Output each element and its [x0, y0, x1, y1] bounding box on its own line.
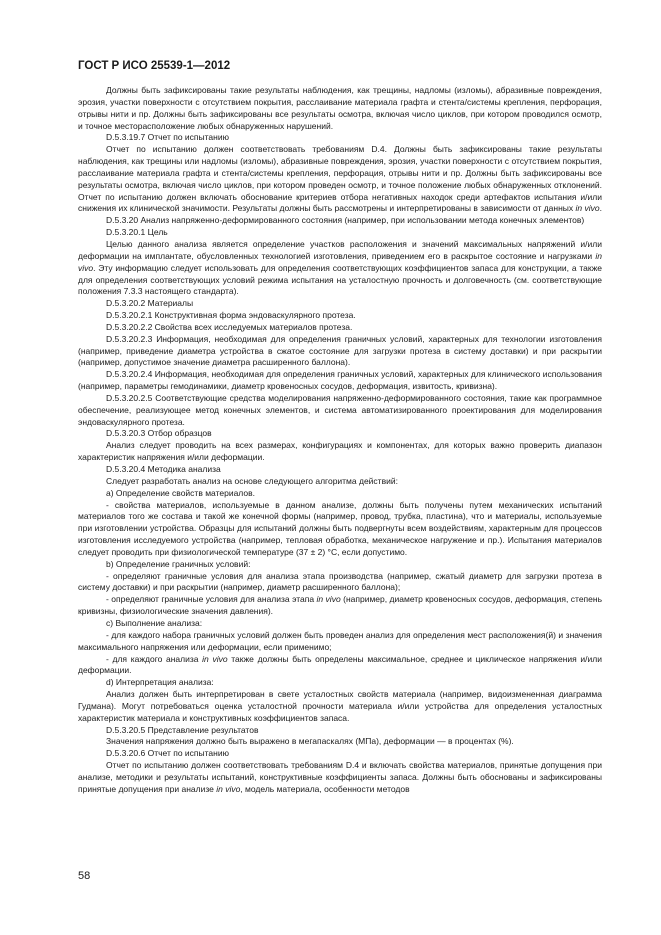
paragraph: D.5.3.20.2.4 Информация, необходимая для определения граничных условий, характерных для клинического использования (например, параметры гемодинамики, диаметр кровеносных сосудов, деформация, извитость, кривизна).	[78, 369, 602, 392]
section-heading: D.5.3.20.2 Материалы	[106, 298, 194, 309]
paragraph: Отчет по испытанию должен соответствовать требованиям D.4. Должны быть зафиксированы такие результаты наблюдения, как трещины или надломы (изломы), абразивные повреждения, эрозия, участки поверхности с отсутствием покрытия, расслаивание материала графта и стента/системы крепления, перфорация, отрывы нити и пр. Должны быть зафиксированы все результаты осмотра, включая число циклов, при котором проведен осмотр, и точное положение любых обнаруженных отклонений. Отчет по испытанию должен включать обоснование критериев отбора негативных находок среди артефактов испытания и/или снижения их клинической значимости. Результаты должны быть рассмотрены и интерпретированы в зависимости от данных in vivo.	[78, 144, 602, 214]
paragraph: Анализ должен быть интерпретирован в свете усталостных свойств материала (например, видоизмененная диаграмма Гудмана). Могут потребоваться оценка усталостной прочности материала и/или устройства для определения усталостных характеристик материала и конструктивных коэффициентов запаса.	[78, 689, 602, 723]
section-heading: D.5.3.20.3 Отбор образцов	[106, 428, 212, 439]
paragraph: D.5.3.20.2.5 Соответствующие средства моделирования напряженно-деформированного состояния, такие как программное обеспечение, реализующее метод конечных элементов, и система автоматизированного проектирования для моделирования эндоваскулярного протеза.	[78, 392, 602, 427]
list-item: - определяют граничные условия для анализа этапа in vivo (например, диаметр кровеносных сосудов, деформация, степень кривизны, физиологические значения давления).	[78, 594, 603, 617]
paragraph: Должны быть зафиксированы такие результаты наблюдения, как трещины, надломы (изломы), абразивные повреждения, эрозия, участки поверхности с отсутствием покрытия, расслаивание материала графта и стента/системы крепления, перфорация, отрывы нити и пр. Должны быть зафиксированы все результаты осмотра, включая число циклов, при котором проводился осмотр, и точное месторасположение любых обнаруженных нарушений.	[78, 85, 602, 131]
section-heading: D.5.3.20.4 Методика анализа	[106, 464, 221, 474]
paragraph: D.5.3.20.2.1 Конструктивная форма эндоваскулярного протеза.	[106, 310, 356, 321]
paragraph: Значения напряжения должно быть выражено в мегапаскалях (МПа), деформации — в процентах (%).	[106, 736, 514, 747]
section-heading: D.5.3.20.5 Представление результатов	[106, 724, 259, 735]
paragraph: Анализ следует проводить на всех размерах, конфигурациях и компонентах, для которых важно проверить диапазон характеристик напряжения и/или деформации.	[78, 440, 602, 463]
list-item: - свойства материалов, используемые в данном анализе, должны быть получены путем механических испытаний материалов того же состава и такой же конечной формы (например, провод, трубка, пластина), что и материалы, используемые при изготовлении устройства. Образцы для испытаний должны быть подвергнуты всем воздействиям, характерным для процессов изготовления исследуемого устройства (например, тепловая обработка, механическое нагружение и пр.). Испытания материалов следует проводить при физиологической температуре (37 ± 2) °С, если допустимо.	[78, 499, 602, 557]
list-item: b) Определение граничных условий:	[106, 558, 251, 569]
document-header: ГОСТ Р ИСО 25539-1—2012	[78, 60, 231, 72]
section-heading: D.5.3.20.6 Отчет по испытанию	[106, 748, 229, 759]
body-text	[78, 85, 602, 796]
paragraph: D.5.3.20.2.3 Информация, необходимая для определения граничных условий, характерных для технологии изготовления (например, приведение диаметра устройства в сжатое состояние для загрузки протеза в систему доставки) и при раскрытии (например, допустимое значение диаметра расширенного баллона).	[78, 333, 602, 368]
section-heading: D.5.3.20.1 Цель	[106, 227, 168, 238]
paragraph: Отчет по испытанию должен соответствовать требованиям D.4 и включать свойства материалов, принятые допущения при анализе, методики и результаты испытаний, конструктивные коэффициенты запаса. Должны быть обоснованы и зафиксированы принятые допущения при анализе in vivo, модель материала, особенности методов	[78, 760, 602, 794]
page-number: 58	[78, 870, 91, 882]
paragraph: Следует разработать анализ на основе следующего алгоритма действий:	[106, 475, 398, 486]
section-heading: D.5.3.20 Анализ напряженно-деформированного состояния (например, при использовании метода конечных элементов)	[106, 215, 585, 226]
paragraph: D.5.3.20.2.2 Свойства всех исследуемых материалов протеза.	[106, 321, 353, 332]
list-item: d) Интерпретация анализа:	[106, 677, 214, 688]
paragraph: Целью данного анализа является определение участков расположения и значений максимальных напряжений и/или деформации на имплантате, обусловленных технологией изготовления, приведением его в раскрытое состояние и нагрузками in vivo. Эту информацию следует использовать для определения соответствующих коэффициентов запаса для конструкции, а также для определения соответствующих условий режима испытания на усталостную прочность и долговечность (см. соответствующие положения 7.3.3 настоящего стандарта).	[78, 238, 602, 297]
list-item: - для каждого набора граничных условий должен быть проведен анализ для определения мест расположения(й) и значения максимального напряжения или деформации, если применимо;	[78, 629, 602, 652]
list-item: c) Выполнение анализа:	[106, 617, 203, 628]
list-item: a) Определение свойств материалов.	[106, 487, 255, 498]
section-heading: D.5.3.19.7 Отчет по испытанию	[106, 132, 229, 143]
list-item: - для каждого анализа in vivo также должны быть определены максимальное, среднее и циклическое напряжения и/или деформации.	[78, 653, 602, 676]
list-item: - определяют граничные условия для анализа этапа производства (например, сжатый диаметр для загрузки протеза в систему доставки) и при раскрытии (например, диаметр расширенного баллона);	[78, 570, 602, 593]
